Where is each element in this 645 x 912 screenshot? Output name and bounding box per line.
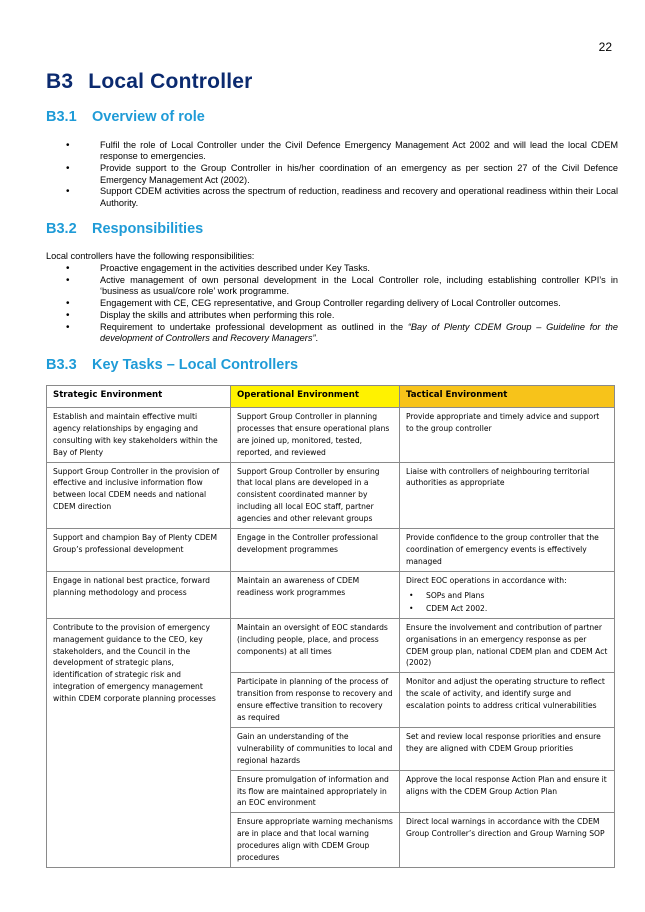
table-header-row [47,386,615,408]
tactical-cell: Provide appropriate and timely advice and support to the group controller [400,407,615,462]
list-item: • Engagement with CE, CEG representative, and Group Controller regarding delivery of Local Controller outcomes. [46,298,618,309]
operational-cell: Engage in the Controller professional development programmes [231,529,400,572]
strategic-cell: Support Group Controller in the provision of effective and inclusive information flow between local CDEM needs and national CDEM direction [47,462,231,529]
chapter-title [46,70,253,94]
operational-cell: Support Group Controller by ensuring that local plans are developed in a consistent coordinated manner by including all local EOC staff, partner agencies and other relevant groups [231,462,400,529]
operational-cell: Participate in planning of the process of transition from response to recovery and ensure effective transition to recovery as required [231,673,400,728]
list-item-suffix: . [315,333,319,343]
tactical-cell-text: Direct EOC operations in accordance with: [406,575,567,585]
tactical-cell: Direct local warnings in accordance with the CDEM Group Controller’s direction and Group Warning SOP [400,813,615,868]
strategic-cell: Establish and maintain effective multi agency relationships by engaging and consulting with key stakeholders within the Bay of Plenty [47,407,231,462]
chapter-number: B3 [46,70,74,93]
responsibilities-intro: Local controllers have the following responsibilities: [46,251,255,261]
section-number: B3.2 [46,221,77,237]
guideline-title: “Bay of Plenty CDEM Group – Guideline for the development of Controllers and Recovery Managers” [100,321,618,343]
section-number: B3.3 [46,357,77,373]
list-item: • SOPs and Plans [406,589,608,602]
section-heading-responsibilities [46,221,203,237]
tactical-cell: Set and review local response priorities and ensure they are aligned with CDEM Group priorities [400,727,615,770]
operational-cell: Ensure appropriate warning mechanisms are in place and that local warning procedures align with CDEM Group procedures [231,813,400,868]
table-row [47,529,615,572]
responsibilities-list [46,263,618,345]
strategic-cell: Support and champion Bay of Plenty CDEM Group’s professional development [47,529,231,572]
tactical-cell: Liaise with controllers of neighbouring territorial authorities as appropriate [400,462,615,529]
header-tactical: Tactical Environment [400,386,615,408]
header-strategic: Strategic Environment [47,386,231,408]
table-row [47,571,615,618]
list-item [46,322,618,345]
table-row [47,462,615,529]
section-number: B3.1 [46,109,77,125]
strategic-cell: Engage in national best practice, forward planning methodology and process [47,571,231,618]
list-item: • Active management of own personal development in the Local Controller role, including establishing controller KPI’s in ‘business as usual/core role’ work programme. [46,275,618,298]
operational-cell: Maintain an awareness of CDEM readiness work programmes [231,571,400,618]
operational-cell: Support Group Controller in planning processes that ensure operational plans are joined up, monitored, tested, reported, and reviewed [231,407,400,462]
tactical-cell: Ensure the involvement and contribution of partner organisations in an emergency response as per CDEM group plan, national CDEM plan and CDEM Act (2002) [400,618,615,673]
list-item: • Support CDEM activities across the spectrum of reduction, readiness and recovery and operational readiness within their Local Authority. [46,186,618,209]
tactical-cell: Approve the local response Action Plan and ensure it aligns with the CDEM Group Action Plan [400,770,615,813]
tactical-cell: Provide confidence to the group controller that the coordination of emergency events is effectively managed [400,529,615,572]
list-item: • Fulfil the role of Local Controller under the Civil Defence Emergency Management Act 2002 and will lead the local CDEM response to emergencies. [46,140,618,163]
tactical-cell [400,571,615,618]
key-tasks-table [46,385,615,868]
list-item: • Proactive engagement in the activities described under Key Tasks. [46,263,618,274]
section-title: Overview of role [92,109,205,125]
operational-cell: Gain an understanding of the vulnerability of communities to local and regional hazards [231,727,400,770]
strategic-cell-merged: Contribute to the provision of emergency management guidance to the CEO, key stakeholders, and the Council in the development of strategic plans, identification of strategic risk and integration of emergency management within CDEM corporate planning processes [47,618,231,867]
list-item-text: Requirement to undertake professional development as outlined in the [100,321,408,332]
overview-list [46,140,618,210]
tactical-cell: Monitor and adjust the operating structure to reflect the scale of activity, and identify surge and escalation points to address critical vulnerabilities [400,673,615,728]
table-row [47,618,615,673]
section-heading-overview [46,109,205,125]
section-heading-key-tasks [46,357,298,373]
list-item: • Display the skills and attributes when performing this role. [46,310,618,321]
operational-cell: Maintain an oversight of EOC standards (including people, place, and process components) at all times [231,618,400,673]
list-item: • CDEM Act 2002. [406,602,608,615]
list-item: • Provide support to the Group Controller in his/her coordination of an emergency as per section 27 of the Civil Defence Emergency Management Act (2002). [46,163,618,186]
header-operational: Operational Environment [231,386,400,408]
tactical-cell-list [406,589,608,615]
operational-cell: Ensure promulgation of information and its flow are maintained appropriately in an EOC environment [231,770,400,813]
table-row [47,407,615,462]
section-title: Key Tasks – Local Controllers [92,357,299,373]
section-title: Responsibilities [92,221,204,237]
chapter-name: Local Controller [88,70,253,93]
page-number: 22 [598,40,612,54]
